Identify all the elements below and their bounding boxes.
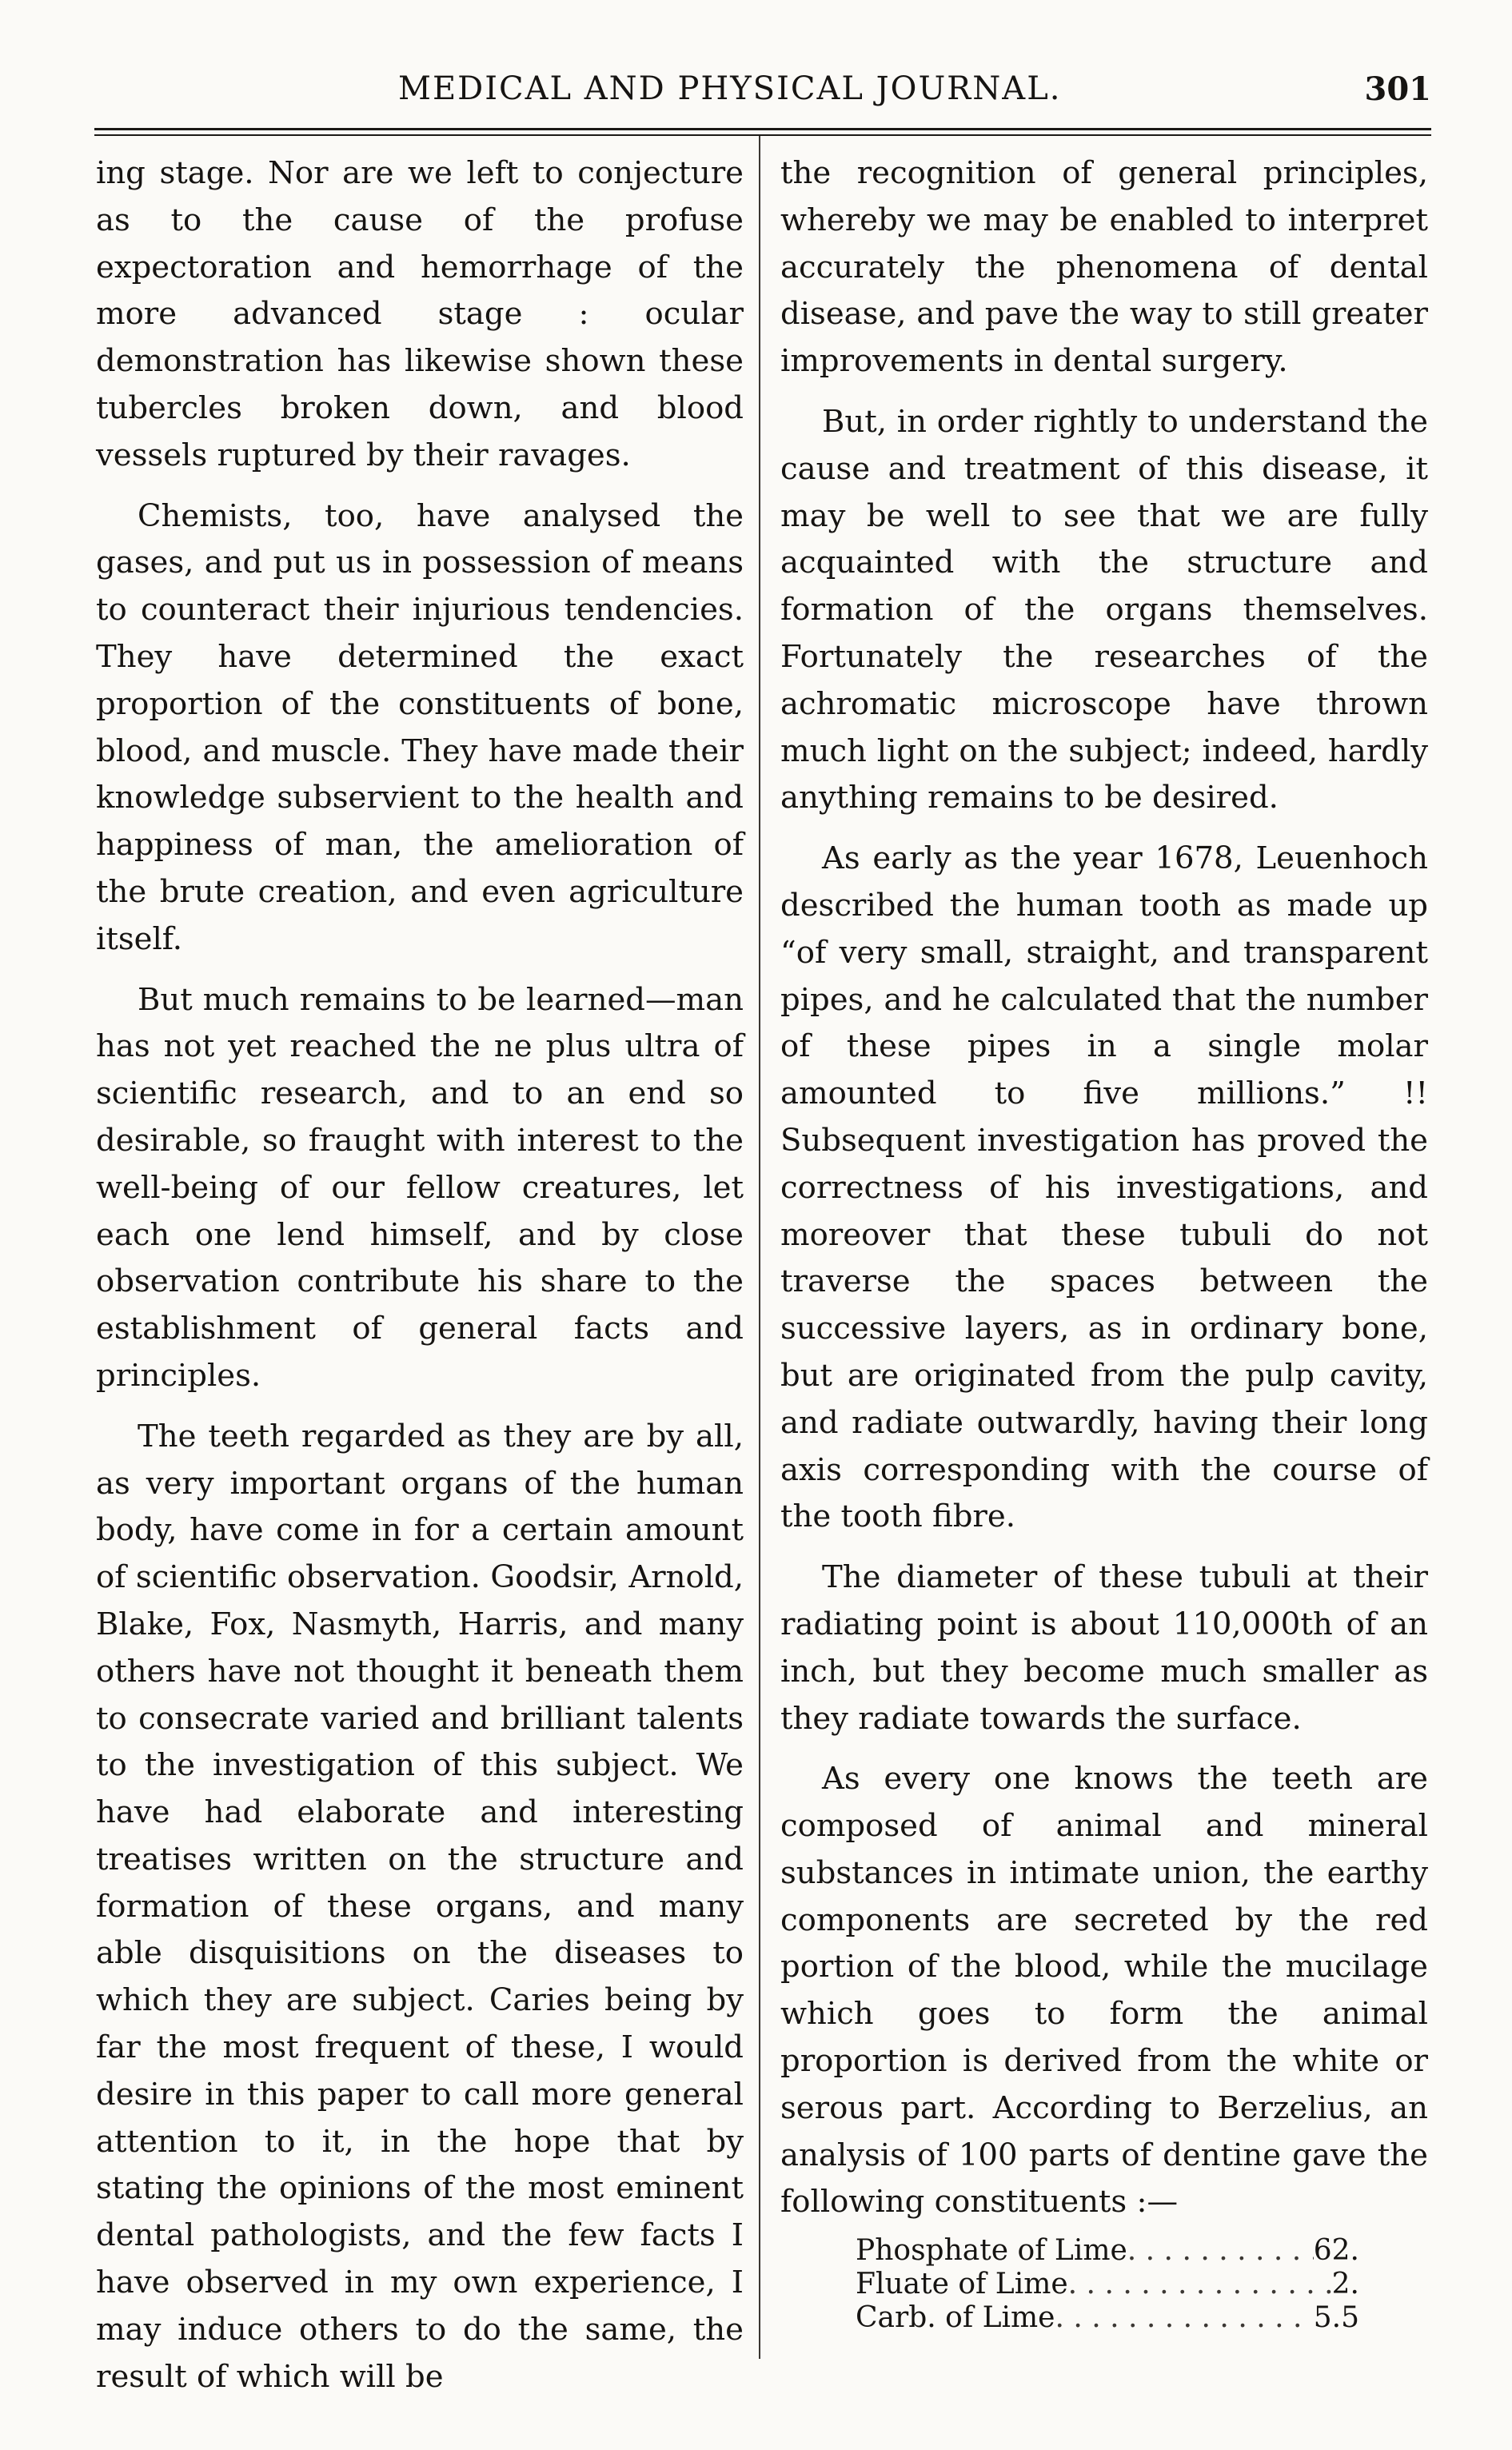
page-number: 301 <box>1364 70 1431 108</box>
leader-dots <box>1068 2268 1332 2301</box>
paragraph: ing stage. Nor are we left to conjecture as to the cause of the profuse expectoration and hemorrhage of the more advanced stage : ocular demonstration has likewise shown these tubercles broken down, and blood vessels ruptured by their ravages. <box>96 155 744 473</box>
paragraph: The diameter of these tubuli at their radiating point is about 110,000th of an inch, but they become much smaller as they radiate towards the surface. <box>780 1559 1428 1737</box>
running-header <box>94 67 1431 123</box>
paragraph: But much remains to be learned—man has not yet reached the ne plus ultra of scientific research, and to an end so desirable, so fraught with interest to the well-being of our fellow creatures, let each one lend himself, and by close observation contribute his share to the establishment of general facts and principles. <box>96 981 744 1394</box>
running-title: MEDICAL AND PHYSICAL JOURNAL. <box>398 70 1062 107</box>
constituent-value: 5.5 <box>1313 2301 1359 2335</box>
constituent-value: 62. <box>1313 2234 1359 2268</box>
constituent-name: Carb. of Lime <box>856 2301 1055 2335</box>
constituent-name: Phosphate of Lime <box>856 2234 1127 2268</box>
paragraph: As every one knows the teeth are composed of animal and mineral substances in intimate union, the earthy components are secreted by the red portion of the blood, while the mucilage which goes to form the animal proportion is derived from the white or serous part. According to Berzelius, an analysis of 100 parts of dentine gave the following constituents :— <box>780 1761 1428 2221</box>
leader-dots <box>1127 2234 1314 2268</box>
paragraph: The teeth regarded as they are by all, as very important organs of the human body, have come in for a certain amount of scientific observation. Goodsir, Arnold, Blake, Fox, Nasmyth, Harris, and many others have not thought it beneath them to consecrate varied and brilliant talents to the investigation of this subject. We have had elaborate and interesting treatises written on the structure and formation of these organs, and many able disquisitions on the diseases to which they are subject. Caries being by far the most frequent of these, I would desire in this paper to call more general attention to it, in the hope that by stating the opinions of the most eminent dental pathologists, and the few facts I have observed in my own experience, I may induce others to do the same, the result of which will be <box>96 1418 744 2395</box>
table-row <box>856 2234 1359 2268</box>
leader-dots <box>1055 2301 1313 2335</box>
constituents-table <box>856 2234 1428 2335</box>
paragraph: Chemists, too, have analysed the gases, and put us in possession of means to counteract their injurious tendencies. They have determined the exact proportion of the constituents of bone, blood, and muscle. They have made their knowledge subservient to the health and happiness of man, the amelioration of the brute creation, and even agriculture itself. <box>96 497 744 957</box>
constituent-name: Fluate of Lime <box>856 2268 1068 2301</box>
header-rule <box>94 128 1431 136</box>
left-column <box>96 150 744 2400</box>
table-row <box>856 2301 1359 2335</box>
paragraph: the recognition of general principles, whereby we may be enabled to interpret accurately the phenomena of dental disease, and pave the way to still greater improvements in dental surgery. <box>780 155 1428 380</box>
paragraph: As early as the year 1678, Leuenhoch described the human tooth as made up “of very small, straight, and transparent pipes, and he calculated that the number of these pipes in a single molar amounted to five millions.” !! Subsequent investigation has proved the correctness of his investigations, and moreover that these tubuli do not traverse the spaces between the successive layers, as in ordinary bone, but are originated from the pulp cavity, and radiate outwardly, having their long axis corresponding with the course of the tooth fibre. <box>780 840 1428 1535</box>
paragraph: But, in order rightly to understand the cause and treatment of this disease, it may be well to see that we are fully acquainted with the structure and formation of the organs themselves. Fortunately the researches of the achromatic microscope have thrown much light on the subject; indeed, hardly anything remains to be desired. <box>780 403 1428 816</box>
right-column <box>780 150 1428 2335</box>
constituent-value: 2. <box>1331 2268 1359 2301</box>
table-row <box>856 2268 1359 2301</box>
column-divider <box>759 136 760 2359</box>
